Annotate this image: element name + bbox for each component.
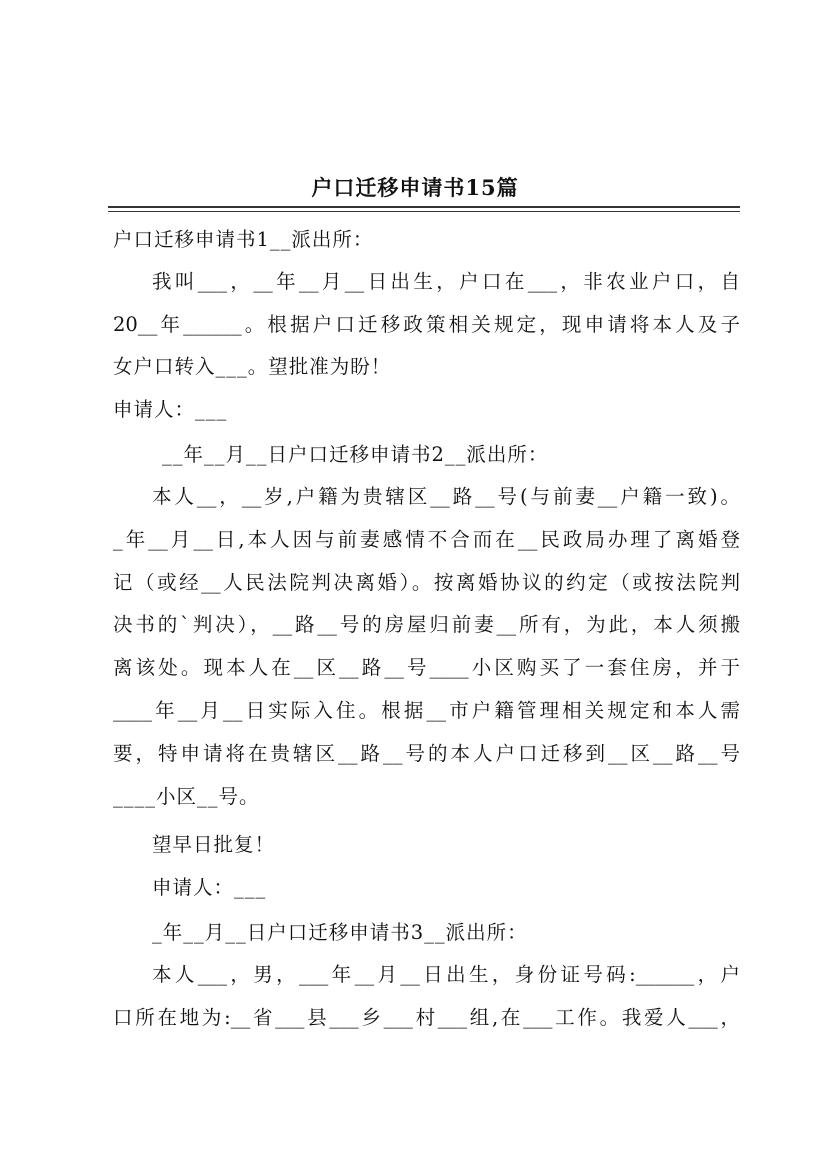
paragraph-line: 我叫___，__年__月__日出生，户口在___，非农业户口，自 (152, 270, 740, 293)
paragraph-line: 决书的`判决），__路__号的房屋归前妻__所有，为此，本人须搬 (113, 613, 740, 636)
paragraph-line: _年__月__日,本人因与前妻感情不合而在__民政局办理了离婚登 (113, 528, 740, 551)
paragraph-line: __年__月__日户口迁移申请书2__派出所： (162, 443, 549, 466)
document-title: 户口迁移申请书15篇 (311, 175, 519, 200)
paragraph-line: 望早日批复！ (152, 833, 276, 856)
paragraph-line: 记（或经__人民法院判决离婚）。按离婚协议的约定（或按法院判 (113, 571, 740, 594)
title-double-rule (108, 206, 740, 212)
paragraph-line: 口所在地为:__省___县___乡___村___组,在___工作。我爱人___， (113, 1006, 740, 1029)
paragraph-line: ____年__月__日实际入住。根据__市户籍管理相关规定和本人需 (113, 699, 740, 722)
paragraph-line: ____小区__号。 (113, 785, 260, 808)
paragraph-line: 20__年______。根据户口迁移政策相关规定，现申请将本人及子 (113, 313, 740, 336)
paragraph-line: 申请人：___ (113, 398, 228, 421)
paragraph-line: 本人__，__岁,户籍为贵辖区__路__号(与前妻__户籍一致)。 (152, 485, 740, 508)
paragraph-line: 要，特申请将在贵辖区__路__号的本人户口迁移到__区__路__号 (113, 742, 740, 765)
paragraph-line: 本人___，男，___年__月__日出生，身份证号码:______，户 (152, 963, 740, 986)
paragraph-line: 离该处。现本人在__区__路__号____小区购买了一套住房，并于 (113, 656, 740, 679)
paragraph-line: _年__月__日户口迁移申请书3__派出所： (152, 921, 528, 944)
paragraph-line: 女户口转入___。望批准为盼！ (113, 355, 392, 378)
paragraph-line: 申请人：___ (152, 876, 267, 899)
paragraph-line: 户口迁移申请书1__派出所： (113, 228, 374, 251)
